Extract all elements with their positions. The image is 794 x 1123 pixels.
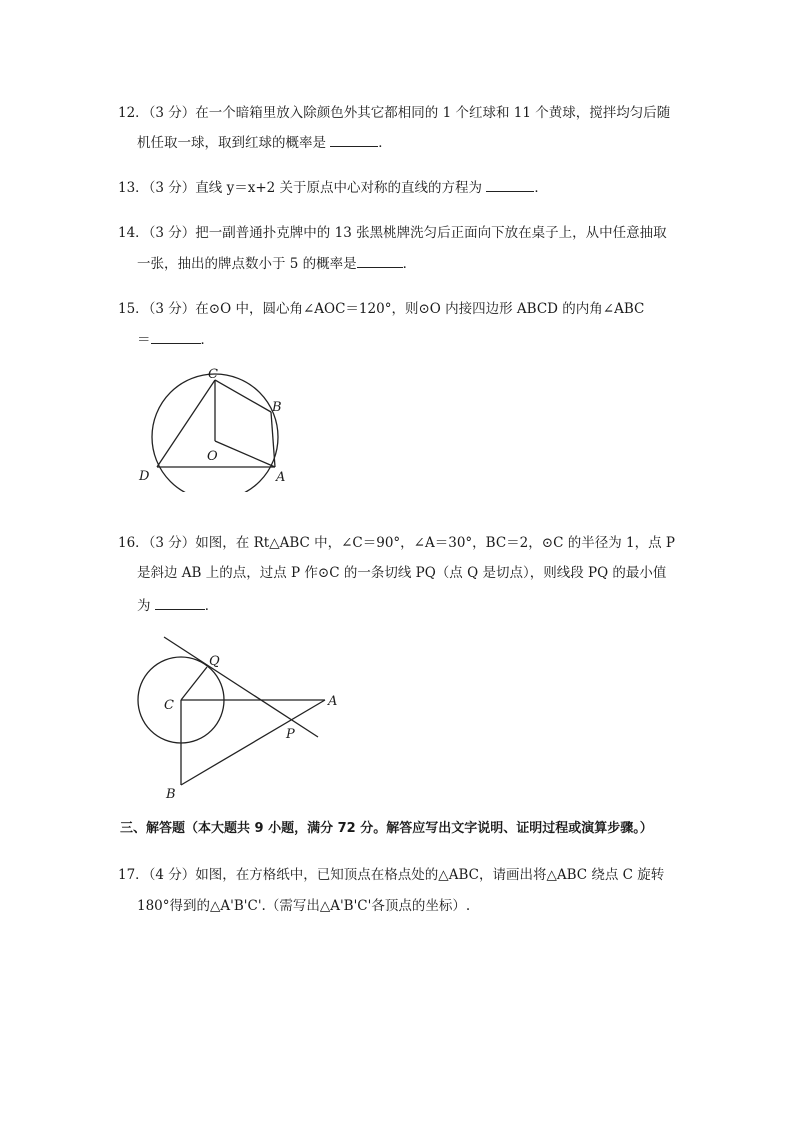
q15-label-o: O	[207, 449, 218, 464]
q16-line1: 16．（3 分）如图，在 Rt△ABC 中，∠C＝90°，∠A＝30°，BC＝2，⊙C 的半径为 1，点 P	[118, 535, 675, 551]
q16-answer-blank[interactable]	[155, 596, 205, 610]
q12-line2-text: 机任取一球，取到红球的概率是	[137, 135, 331, 151]
q13-line	[118, 178, 548, 197]
q16-segment-ab	[181, 700, 325, 785]
q16-label-c: C	[164, 698, 174, 713]
q14-line2-end: ．	[402, 256, 417, 272]
q15-answer-blank[interactable]	[151, 330, 201, 344]
q13-answer-blank[interactable]	[486, 178, 534, 192]
q17-line1: 17．（4 分）如图，在方格纸中，已知顶点在格点处的△ABC，请画出将△ABC 绕点 C 旋转	[118, 867, 665, 883]
q15-label-c: C	[208, 367, 218, 382]
q16-label-a: A	[328, 694, 338, 709]
q16-tangent-line-pq	[164, 637, 318, 737]
q16-segment-cq	[181, 667, 207, 700]
q15-line1: 15．（3 分）在⊙O 中，圆心角∠AOC＝120°，则⊙O 内接四边形 ABCD 的内角∠ABC	[118, 301, 645, 317]
q15-line2-text: ＝	[137, 332, 151, 348]
q16-label-q: Q	[209, 654, 220, 669]
q14-line2	[137, 254, 416, 273]
q12-line2	[137, 133, 392, 152]
q15-segment-ba	[271, 412, 275, 467]
q16-tangent-figure	[130, 630, 350, 802]
q12-line2-end: ．	[378, 135, 392, 151]
q15-line2-end: ．	[200, 332, 214, 348]
q15-label-b: B	[272, 400, 282, 415]
q15-label-a: A	[276, 470, 286, 485]
q17-line2: 180°得到的△A'B'C'.（需写出△A'B'C'各顶点的坐标）.	[137, 898, 471, 914]
q13-end: ．	[534, 180, 548, 196]
q15-label-d: D	[139, 469, 150, 484]
q16-line3-text: 为	[137, 598, 155, 614]
section-heading: 三、解答题（本大题共 9 小题，满分 72 分。解答应写出文字说明、证明过程或演算步骤。）	[120, 821, 653, 836]
q16-line3	[137, 596, 218, 615]
q16-line2: 是斜边 AB 上的点，过点 P 作⊙C 的一条切线 PQ（点 Q 是切点），则线段 PQ 的最小值	[137, 565, 667, 581]
q15-segment-oa	[215, 441, 275, 467]
q14-answer-blank[interactable]	[357, 254, 403, 268]
q15-line2	[137, 330, 214, 349]
q14-line1: 14．（3 分）把一副普通扑克牌中的 13 张黑桃牌洗匀后正面向下放在桌子上，从中任意抽取	[118, 225, 667, 241]
q16-label-b: B	[166, 787, 176, 802]
q13-text: 13．（3 分）直线 y＝x+2 关于原点中心对称的直线的方程为	[118, 180, 487, 196]
q14-line2-text: 一张，抽出的牌点数小于 5 的概率是	[137, 256, 357, 272]
q16-line3-end: ．	[204, 598, 219, 614]
q12-line1: 12．（3 分）在一个暗箱里放入除颜色外其它都相同的 1 个红球和 11 个黄球，搅拌均匀后随	[118, 105, 671, 121]
q12-answer-blank[interactable]	[330, 133, 378, 147]
q15-circle-figure	[130, 362, 300, 492]
q16-label-p: P	[286, 727, 295, 742]
